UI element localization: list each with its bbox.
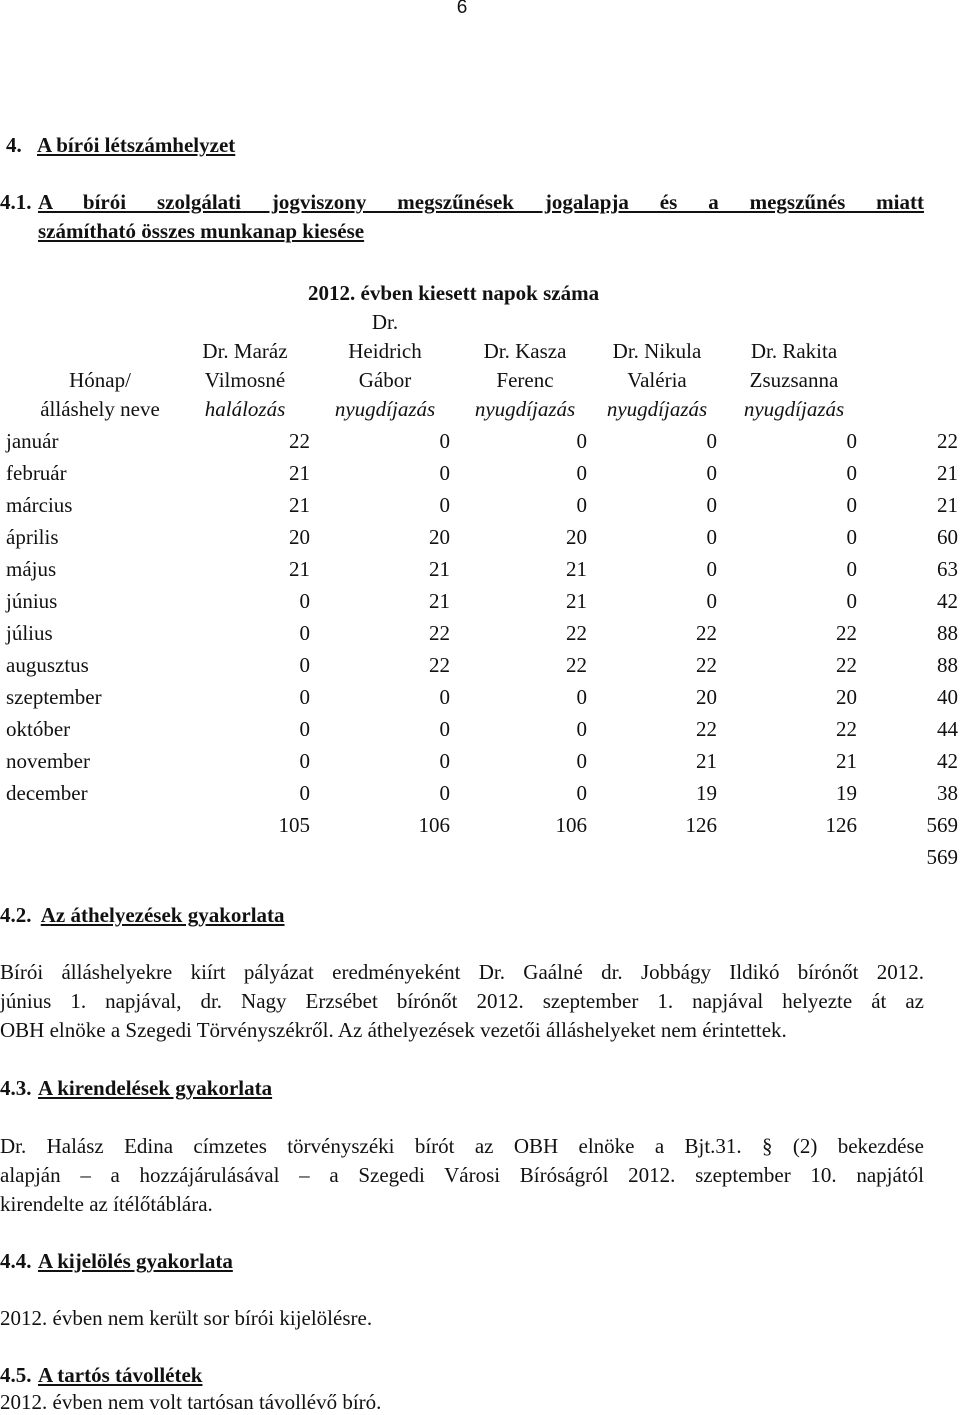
value-cell: 0 — [299, 589, 310, 613]
value-cell: 0 — [299, 653, 310, 677]
value-cell: 0 — [576, 461, 587, 485]
column-header-5 — [724, 337, 864, 424]
month-cell: június — [6, 589, 58, 613]
value-cell: 0 — [706, 589, 717, 613]
section-title: A kijelölés gyakorlata — [38, 1249, 233, 1273]
row-total-cell: 38 — [937, 781, 958, 805]
value-cell: 21 — [289, 557, 310, 581]
month-cell: november — [6, 749, 90, 773]
value-cell: 0 — [439, 781, 450, 805]
value-cell: 0 — [439, 749, 450, 773]
value-cell: 21 — [566, 589, 587, 613]
value-cell: 0 — [706, 557, 717, 581]
header-line: Dr. — [371, 310, 399, 334]
header-line: Dr. Nikula — [612, 339, 702, 363]
header-line: Heidrich — [348, 339, 422, 363]
value-cell: 0 — [576, 781, 587, 805]
month-cell: október — [6, 717, 71, 741]
value-cell: 0 — [706, 461, 717, 485]
table-caption: 2012. évben kiesett napok száma — [308, 281, 600, 305]
section-4-5-heading — [0, 1363, 202, 1388]
row-total-cell: 63 — [937, 557, 958, 581]
header-reason: halálozás — [204, 397, 286, 421]
section-number: 4.3. — [0, 1076, 32, 1100]
column-header-4 — [592, 337, 722, 424]
section-4-1-title-line1: A bírói szolgálati jogviszony megszűnések jogalapja és a megszűnés miatt — [38, 190, 924, 214]
row-header-line: álláshely neve — [40, 397, 160, 421]
value-cell: 20 — [429, 525, 450, 549]
value-cell: 0 — [299, 717, 310, 741]
value-cell: 21 — [289, 493, 310, 517]
row-total-cell: 44 — [937, 717, 958, 741]
value-cell: 22 — [696, 653, 717, 677]
value-cell: 0 — [439, 461, 450, 485]
section-4-heading — [6, 133, 235, 158]
month-cell: augusztus — [6, 653, 89, 677]
value-cell: 0 — [299, 621, 310, 645]
value-cell: 22 — [566, 653, 587, 677]
value-cell: 0 — [576, 717, 587, 741]
page-number: 6 — [456, 0, 468, 18]
value-cell: 21 — [429, 589, 450, 613]
header-reason: nyugdíjazás — [606, 397, 708, 421]
header-line: Gábor — [358, 368, 412, 392]
section-number: 4. — [6, 133, 22, 157]
header-reason: nyugdíjazás — [743, 397, 845, 421]
month-cell: március — [6, 493, 73, 517]
value-cell: 0 — [846, 589, 857, 613]
row-total-cell: 21 — [937, 493, 958, 517]
value-cell: 0 — [439, 429, 450, 453]
value-cell: 0 — [576, 685, 587, 709]
value-cell: 0 — [576, 749, 587, 773]
value-cell: 20 — [289, 525, 310, 549]
header-line: Ferenc — [496, 368, 554, 392]
row-total-cell: 22 — [937, 429, 958, 453]
value-cell: 22 — [836, 717, 857, 741]
value-cell: 22 — [429, 621, 450, 645]
paragraph-line: kirendelte az ítélőtáblára. — [0, 1192, 213, 1216]
header-reason: nyugdíjazás — [334, 397, 436, 421]
value-cell: 0 — [299, 749, 310, 773]
total-cell: 106 — [555, 813, 587, 837]
month-cell: december — [6, 781, 88, 805]
header-reason: nyugdíjazás — [474, 397, 576, 421]
month-cell: február — [6, 461, 67, 485]
row-total-cell: 60 — [937, 525, 958, 549]
section-number: 4.4. — [0, 1249, 32, 1273]
value-cell: 0 — [846, 429, 857, 453]
row-total-cell: 88 — [937, 653, 958, 677]
value-cell: 0 — [439, 717, 450, 741]
value-cell: 0 — [846, 525, 857, 549]
value-cell: 20 — [566, 525, 587, 549]
value-cell: 0 — [439, 685, 450, 709]
row-header-line: Hónap/ — [69, 368, 131, 392]
section-title: A bírói létszámhelyzet — [37, 133, 236, 157]
section-4-4-heading — [0, 1249, 233, 1274]
column-header-3 — [460, 337, 590, 424]
paragraph-line: OBH elnöke a Szegedi Törvényszékről. Az áthelyezések vezetői álláshelyeket nem érintettek. — [0, 1018, 787, 1042]
value-cell: 19 — [836, 781, 857, 805]
section-4-1-heading — [0, 190, 38, 215]
header-line: Dr. Rakita — [750, 339, 838, 363]
value-cell: 22 — [696, 621, 717, 645]
value-cell: 0 — [846, 493, 857, 517]
value-cell: 21 — [566, 557, 587, 581]
value-cell: 19 — [696, 781, 717, 805]
value-cell: 21 — [289, 461, 310, 485]
value-cell: 21 — [696, 749, 717, 773]
total-cell: 126 — [825, 813, 857, 837]
header-line: Valéria — [627, 368, 687, 392]
value-cell: 0 — [299, 685, 310, 709]
month-cell: szeptember — [6, 685, 102, 709]
row-total-cell: 88 — [937, 621, 958, 645]
section-number: 4.2. — [0, 903, 32, 927]
value-cell: 0 — [439, 493, 450, 517]
paragraph-line: 2012. évben nem volt tartósan távollévő bíró. — [0, 1390, 382, 1414]
column-header-2 — [320, 308, 450, 424]
value-cell: 0 — [299, 781, 310, 805]
value-cell: 0 — [846, 557, 857, 581]
total-cell: 569 — [926, 813, 958, 837]
section-4-1-title-line2: számítható összes munkanap kiesése — [38, 219, 365, 243]
section-title: A kirendelések gyakorlata — [38, 1076, 273, 1100]
value-cell: 22 — [696, 717, 717, 741]
value-cell: 22 — [566, 621, 587, 645]
month-cell: január — [6, 429, 59, 453]
section-title: A tartós távollétek — [38, 1363, 203, 1387]
row-total-cell: 42 — [937, 749, 958, 773]
value-cell: 22 — [836, 653, 857, 677]
month-cell: május — [6, 557, 57, 581]
row-total-cell: 40 — [937, 685, 958, 709]
total-cell: 126 — [685, 813, 717, 837]
value-cell: 0 — [576, 429, 587, 453]
header-line: Dr. Kasza — [483, 339, 567, 363]
paragraph-line: Dr. Halász Edina címzetes törvényszéki bírót az OBH elnöke a Bjt.31. § (2) bekezdése — [0, 1134, 924, 1158]
value-cell: 0 — [846, 461, 857, 485]
header-line: Dr. Maráz — [202, 339, 288, 363]
month-cell: április — [6, 525, 59, 549]
paragraph-line: alapján – a hozzájárulásával – a Szegedi Városi Bíróságról 2012. szeptember 10. napjától — [0, 1163, 924, 1187]
total-cell: 105 — [278, 813, 310, 837]
paragraph-line: június 1. napjával, dr. Nagy Erzsébet bírónőt 2012. szeptember 1. napjával helyezte át az — [0, 989, 924, 1013]
value-cell: 22 — [289, 429, 310, 453]
header-line: Vilmosné — [204, 368, 286, 392]
value-cell: 20 — [696, 685, 717, 709]
value-cell: 20 — [836, 685, 857, 709]
month-cell: július — [6, 621, 53, 645]
value-cell: 22 — [836, 621, 857, 645]
paragraph-line: Bírói álláshelyekre kiírt pályázat eredményeként Dr. Gaálné dr. Jobbágy Ildikó bírónőt 2012. — [0, 960, 924, 984]
section-number: 4.5. — [0, 1363, 32, 1387]
total-cell: 106 — [418, 813, 450, 837]
row-header — [20, 366, 180, 424]
value-cell: 0 — [706, 493, 717, 517]
section-4-2-heading — [0, 903, 285, 928]
row-total-cell: 42 — [937, 589, 958, 613]
value-cell: 0 — [576, 493, 587, 517]
value-cell: 21 — [836, 749, 857, 773]
value-cell: 21 — [429, 557, 450, 581]
value-cell: 0 — [706, 429, 717, 453]
value-cell: 22 — [429, 653, 450, 677]
section-number: 4.1. — [0, 190, 32, 214]
section-4-3-heading — [0, 1076, 272, 1101]
value-cell: 0 — [706, 525, 717, 549]
row-total-cell: 21 — [937, 461, 958, 485]
header-line: Zsuzsanna — [749, 368, 839, 392]
grand-total: 569 — [926, 845, 958, 869]
column-header-1 — [180, 337, 310, 424]
paragraph-line: 2012. évben nem került sor bírói kijelölésre. — [0, 1306, 373, 1330]
section-title: Az áthelyezések gyakorlata — [40, 903, 285, 927]
